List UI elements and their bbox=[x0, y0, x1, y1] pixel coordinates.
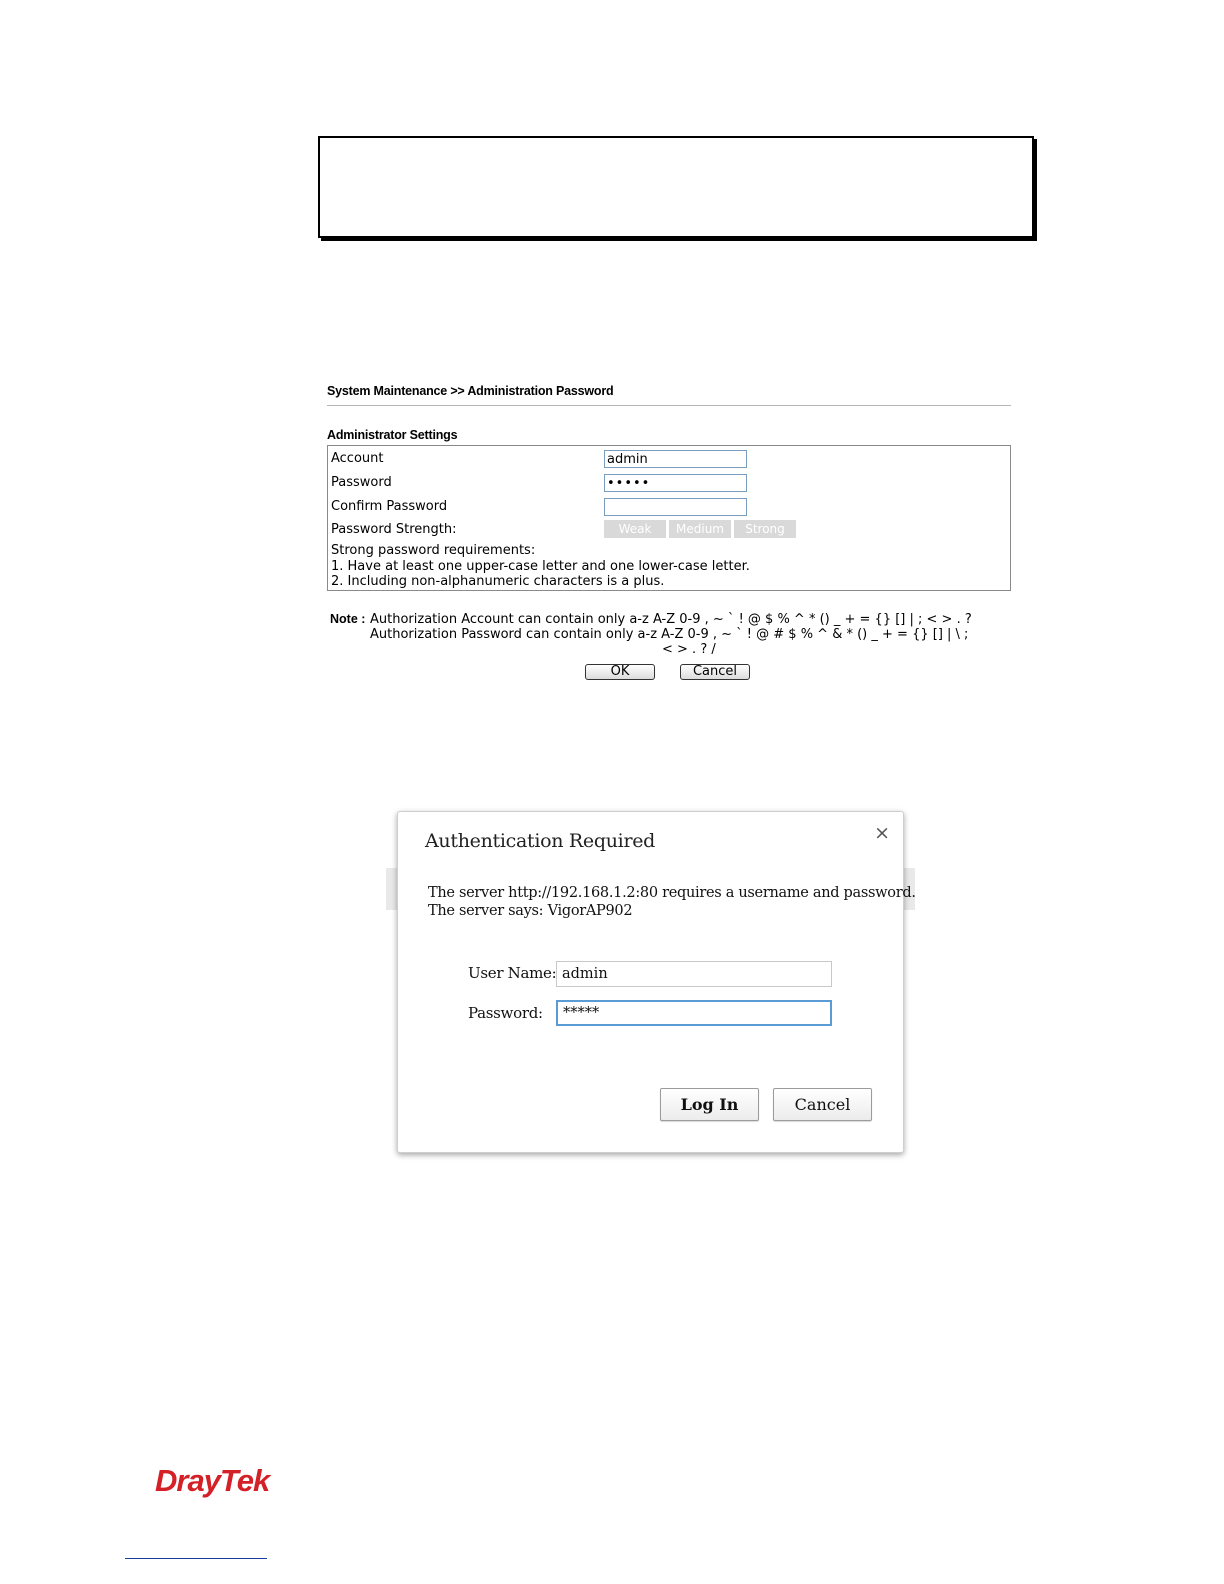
confirm-password-input[interactable] bbox=[604, 498, 747, 516]
note-label: Note : bbox=[330, 612, 366, 626]
message-line-2: The server says: VigorAP902 bbox=[428, 903, 633, 919]
draytek-logo: DrayTek bbox=[155, 1463, 270, 1498]
strength-label: Password Strength: bbox=[331, 522, 457, 537]
administrator-settings-table bbox=[327, 445, 1011, 591]
ok-button[interactable]: OK bbox=[585, 664, 655, 680]
requirements-title: Strong password requirements: bbox=[331, 543, 536, 558]
empty-info-box bbox=[318, 136, 1034, 238]
section-title: Administrator Settings bbox=[327, 428, 458, 442]
username-label: User Name: bbox=[468, 964, 557, 982]
requirement-item-2: 2. Including non-alphanumeric characters is a plus. bbox=[331, 574, 665, 589]
dialog-message bbox=[428, 884, 916, 920]
authentication-dialog bbox=[397, 811, 916, 1153]
dialog-cancel-button[interactable]: Cancel bbox=[773, 1088, 872, 1121]
password-label: Password: bbox=[468, 1004, 543, 1022]
strength-medium: Medium bbox=[669, 520, 731, 538]
password-input[interactable]: ***** bbox=[556, 1000, 832, 1026]
admin-password-panel bbox=[327, 384, 1011, 679]
strength-strong: Strong bbox=[734, 520, 796, 538]
password-requirements bbox=[331, 543, 750, 590]
note-line-2: Authorization Password can contain only a-z A-Z 0-9 , ~ ` ! @ # $ % ^ & * () _ + = {} [] | \ ; bbox=[370, 627, 969, 642]
account-label: Account bbox=[331, 451, 384, 466]
username-input[interactable]: admin bbox=[556, 961, 832, 987]
cancel-button[interactable]: Cancel bbox=[680, 664, 750, 680]
message-line-1: The server http://192.168.1.2:80 requires a username and password. bbox=[428, 885, 916, 901]
password-strength-meter bbox=[604, 520, 796, 538]
account-input[interactable]: admin bbox=[604, 450, 747, 468]
breadcrumb: System Maintenance >> Administration Password bbox=[327, 384, 1011, 406]
note-line-3: < > . ? / bbox=[662, 642, 716, 657]
password-input[interactable]: ••••• bbox=[604, 474, 747, 492]
footer-divider bbox=[125, 1558, 267, 1559]
login-button[interactable]: Log In bbox=[660, 1088, 759, 1121]
close-icon[interactable]: × bbox=[874, 822, 890, 844]
dialog-title: Authentication Required bbox=[425, 830, 656, 852]
password-label: Password bbox=[331, 475, 392, 490]
requirement-item-1: 1. Have at least one upper-case letter and one lower-case letter. bbox=[331, 558, 750, 574]
confirm-password-label: Confirm Password bbox=[331, 499, 448, 514]
note-line-1: Authorization Account can contain only a-z A-Z 0-9 , ~ ` ! @ $ % ^ * () _ + = {} [] | ; < > . ? bbox=[370, 612, 972, 627]
strength-weak: Weak bbox=[604, 520, 666, 538]
